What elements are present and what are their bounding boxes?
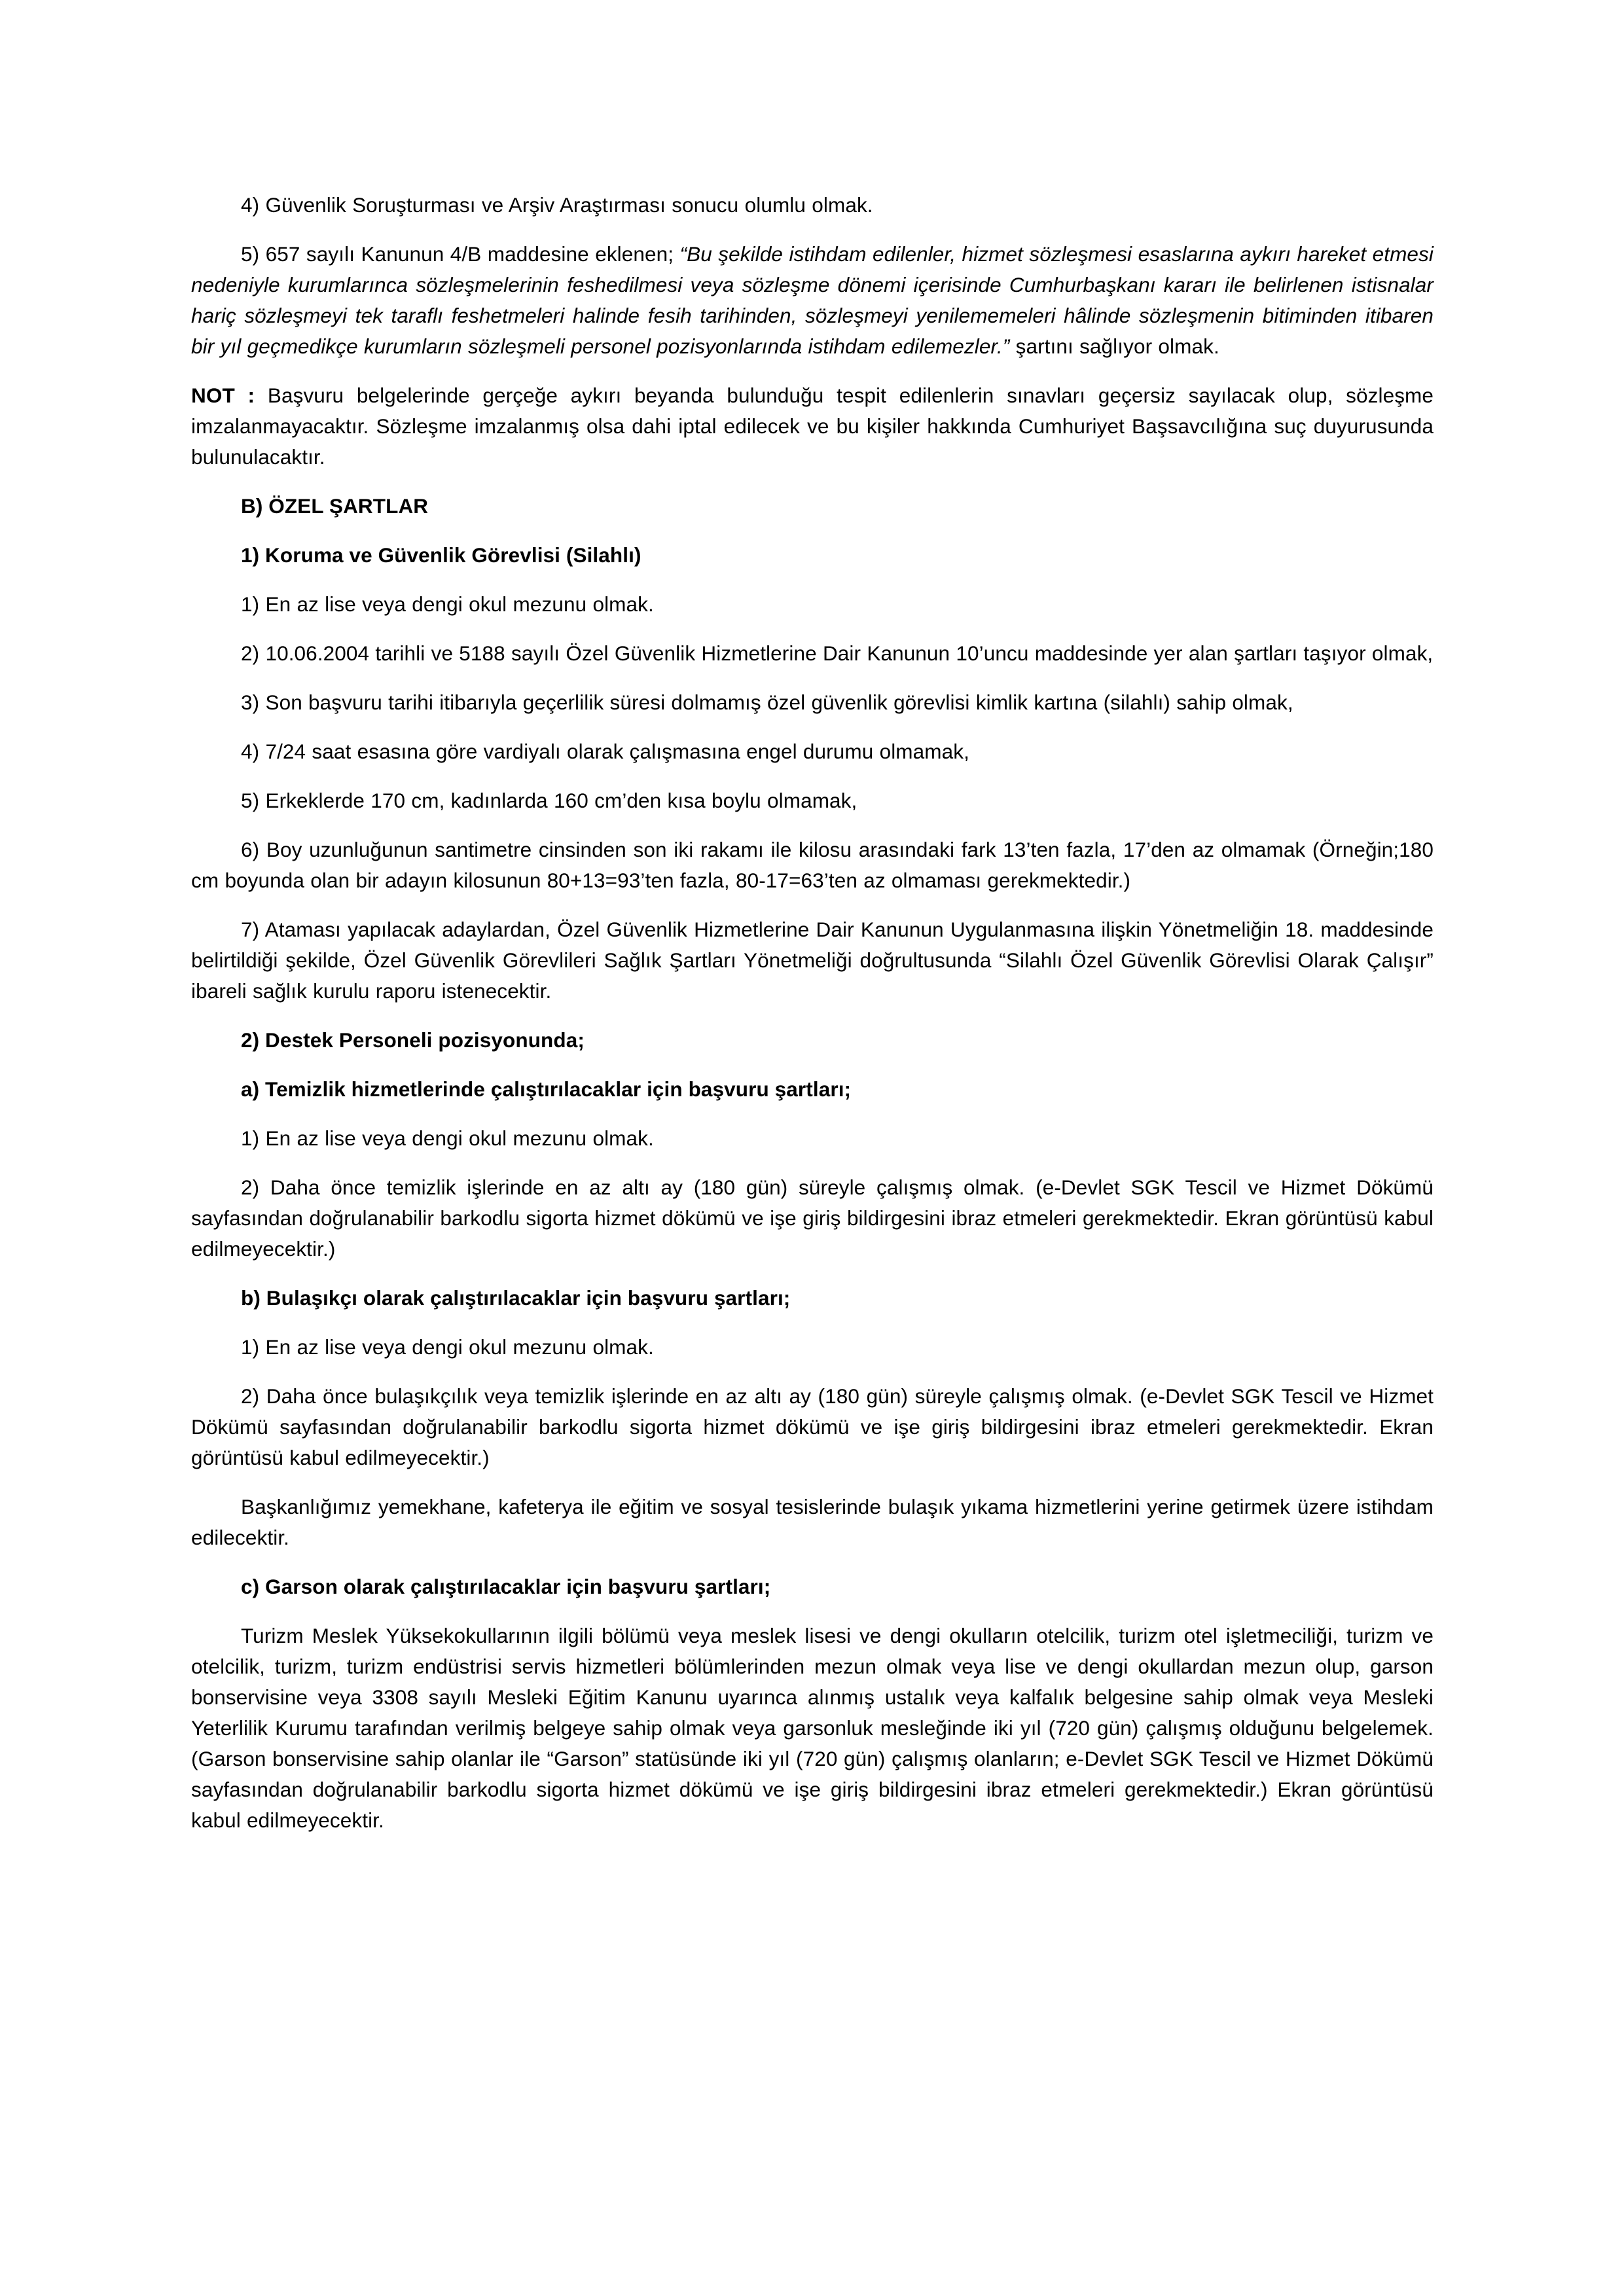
paragraph-koruma-item-3: 3) Son başvuru tarihi itibarıyla geçerlilik süresi dolmamış özel güvenlik görevlisi kimlik kartına (silahlı) sahip olmak, xyxy=(241,691,1293,714)
not-body-text: Başvuru belgelerinde gerçeğe aykırı beyanda bulunduğu tespit edilenlerin sınavları geçersiz sayılacak olup, sözleşme imzalanmayacaktır. Sözleşme imzalanmış olsa dahi iptal edilecek ve bu kişiler hakkında Cumhuriyet Başsavcılığına suç duyurusunda bulunulacaktır. xyxy=(191,384,1434,469)
heading-a-temizlik-hizmetleri: a) Temizlik hizmetlerinde çalıştırılacaklar için başvuru şartları; xyxy=(241,1077,852,1101)
paragraph-koruma-item-6: 6) Boy uzunluğunun santimetre cinsinden son iki rakamı ile kilosu arasındaki fark 13’ten fazla, 17’den az olmamak (Örneğin;180 cm boyunda olan bir adayın kilosunun 80+13=93’ten fazla, 80-17=63’ten az olmaması gerekmektedir.) xyxy=(191,838,1434,892)
heading-b-ozel-sartlar: B) ÖZEL ŞARTLAR xyxy=(241,494,429,518)
heading-c-garson: c) Garson olarak çalıştırılacaklar için başvuru şartları; xyxy=(241,1575,771,1598)
paragraph-koruma-item-4: 4) 7/24 saat esasına göre vardiyalı olarak çalışmasına engel durumu olmamak, xyxy=(241,740,969,763)
heading-2-destek-personeli: 2) Destek Personeli pozisyonunda; xyxy=(241,1028,585,1052)
heading-b-bulasikci: b) Bulaşıkçı olarak çalıştırılacaklar için başvuru şartları; xyxy=(241,1286,791,1310)
paragraph-item-4-guvenlik-sorusturmasi: 4) Güvenlik Soruşturması ve Arşiv Araştırması sonucu olumlu olmak. xyxy=(241,193,873,217)
heading-1-koruma-ve-guvenlik-gorevlisi: 1) Koruma ve Güvenlik Görevlisi (Silahlı) xyxy=(241,543,641,567)
paragraph-bulasikci-note: Başkanlığımız yemekhane, kafeterya ile eğitim ve sosyal tesislerinde bulaşık yıkama hizmetlerini yerine getirmek üzere istihdam edilecektir. xyxy=(191,1495,1434,1549)
paragraph-bulasikci-item-1: 1) En az lise veya dengi okul mezunu olmak. xyxy=(241,1335,654,1359)
paragraph-koruma-item-5: 5) Erkeklerde 170 cm, kadınlarda 160 cm’den kısa boylu olmamak, xyxy=(241,789,857,812)
not-label: NOT : xyxy=(191,384,268,407)
paragraph-garson-sartlari: Turizm Meslek Yüksekokullarının ilgili bölümü veya meslek lisesi ve dengi okulların otelcilik, turizm otel işletmeciliği, turizm ve otelcilik, turizm, turizm endüstrisi servis hizmetleri bölümlerinden mezun olmak veya lise ve dengi okullardan mezun olup, garson bonservisine veya 3308 sayılı Mesleki Eğitim Kanunu uyarınca alınmış ustalık veya kalfalık belgesine sahip olmak veya Mesleki Yeterlilik Kurumu tarafından verilmiş belgeye sahip olmak veya garsonluk mesleğinde iki yıl (720 gün) çalışmış olduğunu belgelemek. (Garson bonservisine sahip olanlar ile “Garson” statüsünde iki yıl (720 gün) çalışmış olanların; e-Devlet SGK Tescil ve Hizmet Dökümü sayfasından doğrulanabilir barkodlu sigorta hizmet dökümü ve işe giriş bildirgesini ibraz etmeleri gerekmektedir.) Ekran görüntüsü kabul edilmeyecektir. xyxy=(191,1624,1434,1832)
item-5-suffix-text: şartını sağlıyor olmak. xyxy=(1009,334,1219,358)
paragraph-temizlik-item-1: 1) En az lise veya dengi okul mezunu olmak. xyxy=(241,1126,654,1150)
paragraph-koruma-item-1: 1) En az lise veya dengi okul mezunu olmak. xyxy=(241,592,654,616)
paragraph-item-5-kanun-4b xyxy=(191,239,1434,362)
item-5-quoted-legal-text: “Bu şekilde istihdam edilenler, hizmet sözleşmesi esaslarına aykırı hareket etmesi nedeniyle kurumlarınca sözleşmelerinin feshedilmesi veya sözleşme dönemi içerisinde Cumhurbaşkanı kararı ile belirlenen istisnalar hariç sözleşmeyi tek taraflı feshetmeleri halinde fesih tarihinden, sözleşmeyi yenilememeleri hâlinde sözleşmenin bitiminden itibaren bir yıl geçmedikçe kurumların sözleşmeli personel pozisyonlarında istihdam edilemezler.” xyxy=(191,242,1434,358)
paragraph-koruma-item-2: 2) 10.06.2004 tarihli ve 5188 sayılı Özel Güvenlik Hizmetlerine Dair Kanunun 10’uncu maddesinde yer alan şartları taşıyor olmak, xyxy=(241,641,1434,665)
paragraph-bulasikci-item-2: 2) Daha önce bulaşıkçılık veya temizlik işlerinde en az altı ay (180 gün) süreyle çalışmış olmak. (e-Devlet SGK Tescil ve Hizmet Dökümü sayfasından doğrulanabilir barkodlu sigorta hizmet dökümü ve işe giriş bildirgesini ibraz etmeleri gerekmektedir. Ekran görüntüsü kabul edilmeyecektir.) xyxy=(191,1384,1434,1469)
document-body xyxy=(191,190,1434,1836)
paragraph-koruma-item-7: 7) Ataması yapılacak adaylardan, Özel Güvenlik Hizmetlerine Dair Kanunun Uygulanmasına ilişkin Yönetmeliğin 18. maddesinde belirtildiği şekilde, Özel Güvenlik Görevlileri Sağlık Şartları Yönetmeliği doğrultusunda “Silahlı Özel Güvenlik Görevlisi Olarak Çalışır” ibareli sağlık kurulu raporu istenecektir. xyxy=(191,918,1434,1003)
paragraph-temizlik-item-2: 2) Daha önce temizlik işlerinde en az altı ay (180 gün) süreyle çalışmış olmak. (e-Devlet SGK Tescil ve Hizmet Dökümü sayfasından doğrulanabilir barkodlu sigorta hizmet dökümü ve işe giriş bildirgesini ibraz etmeleri gerekmektedir. Ekran görüntüsü kabul edilmeyecektir.) xyxy=(191,1175,1434,1261)
paragraph-not-warning xyxy=(191,380,1434,473)
item-5-prefix-text: 5) 657 sayılı Kanunun 4/B maddesine eklenen; xyxy=(241,242,680,266)
